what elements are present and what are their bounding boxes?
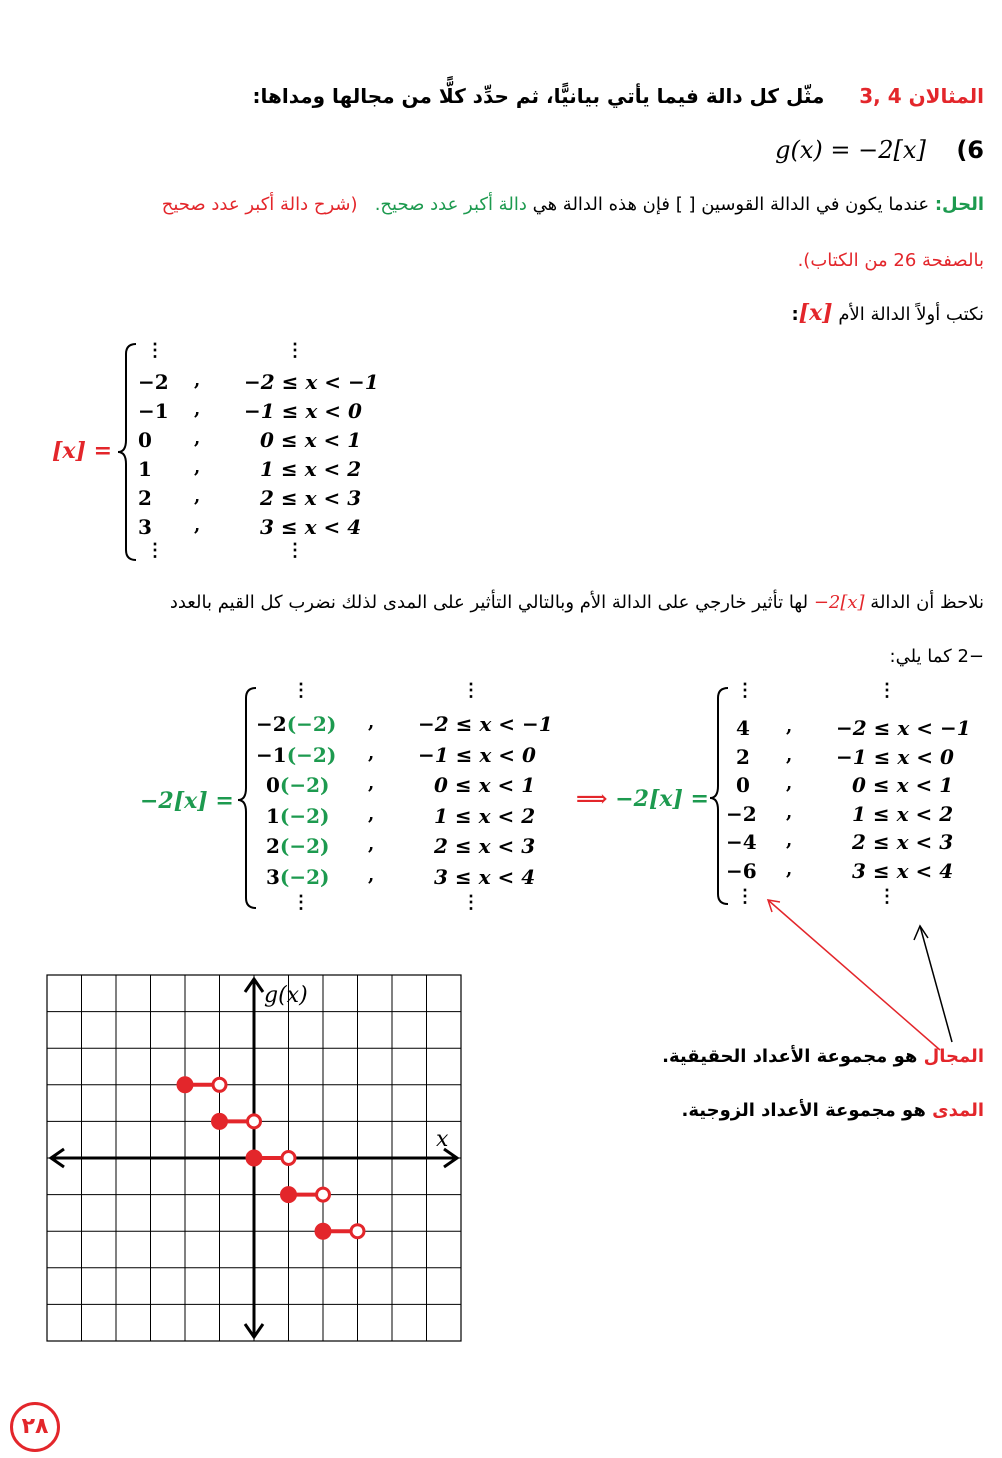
- result-value: −6: [726, 858, 757, 883]
- header-line: [253, 84, 985, 108]
- observe-function: −2[x]: [813, 592, 865, 613]
- range-label: المدى: [932, 1100, 984, 1121]
- observe-part2: لها تأثير خارجي على الدالة الأم وبالتالي التأثير على المدى لذلك نضرب كل القيم بالعدد: [169, 592, 809, 613]
- domain-line: [662, 1046, 984, 1067]
- parent-lhs: [x] =: [52, 438, 113, 464]
- step-closed-point: [212, 1114, 227, 1129]
- result-condition: 3 ≤ x < 4: [852, 858, 954, 883]
- result-value: −2: [726, 801, 757, 826]
- multiplied-comma: ,: [368, 712, 375, 733]
- result-dots-top: ⋮: [736, 680, 754, 701]
- parent-value: 1: [138, 457, 152, 481]
- multiplied-condition: 2 ≤ x < 3: [434, 834, 536, 858]
- step-closed-point: [316, 1224, 331, 1239]
- result-value: 2: [736, 744, 750, 769]
- parent-piecewise: [0, 340, 420, 570]
- step-open-point: [248, 1115, 261, 1128]
- parent-value: −2: [138, 370, 169, 394]
- multiplier: −1: [256, 742, 287, 767]
- multiplied-value: [266, 834, 330, 858]
- annotation-arrows: [740, 890, 980, 1070]
- parent-condition: 2 ≤ x < 3: [260, 486, 362, 510]
- problem-function: g(x) = −2[x]: [775, 136, 926, 164]
- mult-dots-top-cond: ⋮: [462, 680, 480, 701]
- page-number-badge: [10, 1402, 60, 1452]
- parent-condition: 0 ≤ x < 1: [260, 428, 362, 452]
- result-dots-bottom-cond: ⋮: [878, 886, 896, 907]
- step-function-graph: [46, 974, 462, 1342]
- result-dots-top-cond: ⋮: [878, 680, 896, 701]
- parent-brace: [116, 340, 140, 565]
- solution-label: الحل:: [934, 194, 984, 215]
- step-closed-point: [247, 1151, 262, 1166]
- domain-arrow-head: [914, 926, 928, 940]
- result-value: −4: [726, 830, 757, 854]
- parent-comma: ,: [194, 486, 201, 507]
- x-axis-label: x: [436, 1127, 449, 1152]
- instruction-text: مثّل كل دالة فيما يأتي بيانيًّا، ثم حدِّد كلًّا من مجالها ومداها:: [252, 84, 825, 108]
- page-number: ٢٨: [21, 1414, 49, 1439]
- multiplied-comma: ,: [368, 803, 375, 825]
- step-open-point: [282, 1152, 295, 1165]
- parent-value: 2: [138, 486, 152, 510]
- mult-dots-bottom-cond: ⋮: [462, 892, 480, 913]
- step-open-point: [351, 1225, 364, 1238]
- result-comma: ,: [786, 716, 793, 737]
- reference-text: (شرح دالة أكبر عدد صحيح: [161, 194, 358, 215]
- multiplied-condition: 3 ≤ x < 4: [434, 864, 536, 889]
- parent-intro: نكتب أولاً الدالة الأم: [838, 304, 984, 325]
- reference-continued: بالصفحة 26 من الكتاب).: [797, 250, 984, 271]
- multiplied-condition: 1 ≤ x < 2: [434, 803, 536, 828]
- problem-statement: [775, 136, 984, 164]
- parent-dots-bottom-cond: ⋮: [286, 540, 304, 561]
- parent-value: 3: [138, 515, 152, 539]
- multiplier: 3: [266, 864, 280, 889]
- multiplier: −2: [256, 712, 287, 736]
- parent-dots-top: ⋮: [146, 340, 164, 361]
- observation-line1: [16, 592, 984, 613]
- step-open-point: [213, 1078, 226, 1091]
- y-axis-label: g(x): [264, 983, 308, 1008]
- parent-comma: ,: [194, 457, 201, 478]
- multiplied-condition: −1 ≤ x < 0: [418, 742, 536, 767]
- multiplied-comma: ,: [368, 864, 375, 886]
- factor: (−2): [279, 803, 330, 828]
- result-comma: ,: [786, 801, 793, 823]
- parent-symbol: [x]: [798, 300, 833, 326]
- step-closed-point: [178, 1077, 193, 1092]
- implies-arrow: ⟹: [576, 786, 608, 812]
- parent-dots-top-cond: ⋮: [286, 340, 304, 361]
- result-comma: ,: [786, 830, 793, 851]
- multiplied-condition: 0 ≤ x < 1: [434, 773, 536, 797]
- parent-comma: ,: [194, 428, 201, 449]
- result-comma: ,: [786, 744, 793, 766]
- multiplied-comma: ,: [368, 834, 375, 855]
- parent-comma: ,: [194, 370, 201, 391]
- factor: (−2): [279, 834, 330, 858]
- multiplier: 2: [266, 834, 280, 858]
- result-piecewise: [700, 680, 1000, 920]
- multiplier: 1: [266, 803, 280, 828]
- domain-arrow-line: [920, 926, 952, 1042]
- parent-condition: −1 ≤ x < 0: [244, 399, 362, 423]
- parent-value: 0: [138, 428, 152, 452]
- result-condition: −2 ≤ x < −1: [836, 716, 971, 740]
- solution-text: عندما يكون في الدالة القوسين [ ] فإن هذه الدالة هي: [532, 194, 930, 215]
- parent-condition: 3 ≤ x < 4: [260, 515, 362, 539]
- multiplied-value: [256, 743, 336, 767]
- domain-label: المجال: [923, 1046, 984, 1067]
- examples-label: المثالان 4 ,3: [859, 84, 984, 108]
- multiplied-comma: ,: [368, 742, 375, 764]
- result-condition: 0 ≤ x < 1: [852, 773, 954, 797]
- factor: (−2): [279, 864, 330, 889]
- factor: (−2): [286, 742, 337, 767]
- result-lhs: −2[x] =: [615, 786, 709, 812]
- multiplied-value: [256, 712, 336, 736]
- result-comma: ,: [786, 773, 793, 794]
- result-comma: ,: [786, 858, 793, 880]
- multiplier: 0: [266, 773, 280, 797]
- multiplied-lhs: −2[x] =: [140, 788, 234, 814]
- mult-dots-bottom: ⋮: [292, 892, 310, 913]
- parent-comma: ,: [194, 399, 201, 420]
- problem-number: (6: [956, 136, 984, 164]
- factor: (−2): [279, 773, 330, 797]
- parent-value: −1: [138, 399, 169, 423]
- greatest-integer-term: دالة أكبر عدد صحيح.: [374, 194, 527, 215]
- colon: :: [791, 304, 799, 325]
- parent-condition: −2 ≤ x < −1: [244, 370, 379, 394]
- result-condition: −1 ≤ x < 0: [836, 744, 954, 769]
- step-open-point: [317, 1188, 330, 1201]
- multiplied-value: [266, 773, 330, 797]
- result-value: 0: [736, 773, 750, 797]
- multiplied-piecewise: [0, 680, 580, 920]
- solution-paragraph: [16, 194, 984, 215]
- parent-intro-line: [791, 300, 984, 326]
- parent-dots-bottom: ⋮: [146, 540, 164, 561]
- observe-part1: نلاحظ أن الدالة: [870, 592, 984, 613]
- parent-condition: 1 ≤ x < 2: [260, 457, 362, 481]
- range-text: هو مجموعة الأعداد الزوجية.: [681, 1100, 926, 1121]
- multiplied-value: [266, 804, 330, 828]
- result-value: 4: [736, 716, 750, 740]
- observation-line2: −2 كما يلي:: [889, 646, 984, 667]
- range-line: [682, 1100, 984, 1121]
- mult-dots-top: ⋮: [292, 680, 310, 701]
- result-dots-bottom: ⋮: [736, 886, 754, 907]
- implies-line: [576, 786, 709, 812]
- multiplied-condition: −2 ≤ x < −1: [418, 712, 553, 736]
- result-condition: 1 ≤ x < 2: [852, 801, 954, 826]
- multiplied-value: [266, 865, 330, 889]
- factor: (−2): [286, 712, 337, 736]
- result-condition: 2 ≤ x < 3: [852, 830, 954, 854]
- range-arrow-line: [768, 900, 940, 1050]
- domain-text: هو مجموعة الأعداد الحقيقية.: [662, 1046, 918, 1067]
- multiplied-comma: ,: [368, 773, 375, 794]
- step-closed-point: [281, 1187, 296, 1202]
- parent-comma: ,: [194, 515, 201, 536]
